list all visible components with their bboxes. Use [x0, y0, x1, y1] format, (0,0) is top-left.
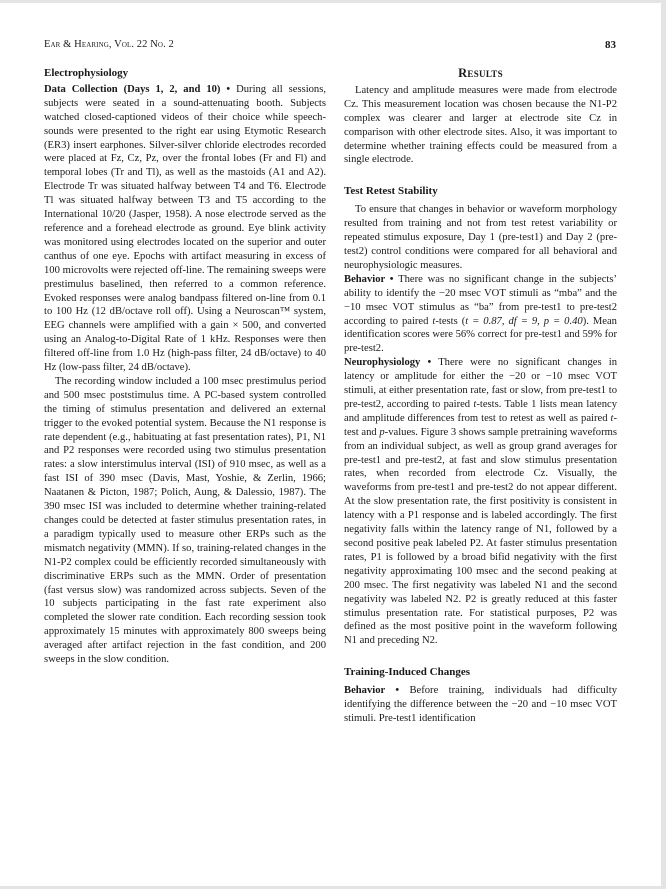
page-number: 83 [605, 39, 616, 51]
right-column [344, 67, 617, 726]
italic-p: p [379, 426, 385, 438]
italic-t: t [432, 315, 436, 327]
statistics: t = 0.87, df = 9, p = 0.40 [465, 315, 583, 327]
run-in-heading-behavior: Behavior • [344, 685, 400, 697]
run-in-heading-data-collection: Data Collection (Days 1, 2, and 10) • [44, 83, 231, 95]
run-in-heading-neurophysiology: Neurophysiology • [344, 357, 432, 369]
text-span: -values. Figure 3 shows sample pretraining waveforms from an individual subject, as well as group grand averages for pre-test1 and pre-test2, at fast and slow stimulus presentation rates, when recorded from electrode Cz. Visually, the waveforms from pre-test1 and pre-test2 do not appear different. At the slow presentation rate, the first positivity is consistent in latency with a P1 response and is labeled accordingly. The first negativity falls within the latency range of N1, followed by a second positive peak labeled P2. At faster stimulus presentation rates, P1 is followed by a broad bifid negativity with the first negativity approximating 100 msec and the second peaking at 200 msec. The first negativity was labeled N1 and the second negativity was labeled N2. P2 is greatly reduced at this faster stimulus presentation rate. For statistical purposes, P2 was defined as the most positive point in the waveform following N1 and preceding N2. [344, 426, 617, 647]
italic-t: t [473, 398, 477, 410]
run-in-heading-behavior: Behavior • [344, 273, 394, 285]
paragraph-behavior-test-retest [344, 273, 617, 356]
text-span: -test and [344, 412, 617, 438]
section-heading-electrophysiology: Electrophysiology [44, 67, 129, 79]
text-span: ). Mean identification scores were 56% correct for pre-test1 and 59% for pre-test2. [344, 315, 617, 355]
paragraph-training-behavior [344, 684, 617, 726]
text-span: -tests. Table 1 lists mean latency and amplitude differences from test to retest as well as paired [344, 398, 618, 424]
subsection-heading-test-retest: Test Retest Stability [344, 185, 438, 198]
paragraph-recording-window: The recording window included a 100 msec prestimulus period and 500 msec poststimulus time. A PC-based system controlled the timing of stimulus presentation and delivered an external trigger to the evoked potential system. Because the N1 response is rate dependent (e.g., habituating at fast presentation rates), P1, N1 and P2 responses were recorded using two stimulus presentation rates: a slow interstimulus interval (ISI) of 910 msec, as well as a fast ISI of 390 msec (Davis, Mast, Yoshie, & Zerlin, 1966; Naatanen & Picton, 1987; Polich, Aung, & Dalessio, 1987). The 390 msec ISI was included to determine whether training-related changes could be detected at faster stimulus presentation rates, in a paradigm typically used to measure other ERPs such as the mismatch negativity (MMN). If so, training-related changes in the N1-P2 complex could be efficiently recorded simultaneously with discriminative ERPs such as the MMN. Order of presentation (fast versus slow) was randomized across subjects. Seven of the 10 subjects participating in the fast rate experiment also completed the slower rate condition. Each recording session took approximately 15 minutes with approximately 800 sweeps being averaged after artifact rejection in the fast condition, and 200 sweeps in the slow condition. [44, 375, 326, 666]
text-span: There was no significant change in the subjects’ ability to identify the −20 msec VOT stimuli as “mba” and the −10 msec VOT stimulus as “ba” from pre-test1 to pre-test2 according to paired [344, 273, 617, 327]
journal-title: Ear & Hearing, Vol. 22 No. 2 [44, 39, 174, 50]
subsection-heading-training: Training-Induced Changes [344, 666, 471, 679]
section-heading-results: Results [458, 66, 503, 80]
italic-t: t [610, 412, 614, 424]
text-span: There were no significant changes in latency or amplitude for either the −20 or −10 msec VOT stimuli, at either presentation rate, fast or slow, from pre-test1 to pre-test2, according to paired [344, 357, 618, 410]
paragraph-data-collection [44, 83, 326, 375]
paragraph-test-retest-intro: To ensure that changes in behavior or waveform morphology resulted from training and not from test retest variability or repeated stimulus exposure, Day 1 (pre-test1) and Day 2 (pre-test2) control conditions were compared for all behavioral and neurophysiologic measures. [344, 204, 617, 271]
text-span: Before training, individuals had difficulty identifying the difference between the −20 and −10 msec VOT stimuli. Pre-test1 identification [344, 685, 617, 724]
paragraph-neurophysiology [344, 356, 617, 648]
document-page [0, 3, 661, 886]
text-span: -tests ( [435, 315, 466, 327]
left-column [44, 67, 326, 667]
paragraph-results-intro: Latency and amplitude measures were made from electrode Cz. This measurement location was chosen because the N1-P2 complex was clearer and larger at electrode site Cz in comparison with other electrode sites. Also, it was important to determine whether training effects could be measured from a single electrode. [344, 84, 617, 166]
paragraph-text: During all sessions, subjects were seated in a sound-attenuating booth. Subjects watched closed-captioned videos of their choice while speech-sounds were presented to the right ear using Etymotic Research (ER3) insert earphones. Silver-silver chloride electrodes recorded were placed at Fz, Cz, Pz, over the frontal lobes (Fr and Fl) and temporal lobes (Tr and Tl), as well as the mastoids (A1 and A2). Electrode Tr was situated halfway between T4 and T6. Electrode Tl was situated halfway between T3 and T5 according to the International 10/20 (Jasper, 1958). A nose electrode served as the reference and a forehead electrode as ground. Eye blink activity was monitored using electrodes located on the superior and outer canthus of one eye. Epochs with artifact measuring in excess of 100 microvolts were rejected off-line. The remaining sweeps were prestimulus baselined, then referred to a common reference. Evoked responses were analog bandpass filtered on-line from 0.1 to 100 Hz (12 dB/octave roll off). Using a Neuroscan™ system, EEG channels were amplified with a gain × 500, and converted using an Analog-to-Digital Rate of 1 kHz. Responses were then filtered off-line from 1.0 Hz (high-pass filter, 24 dB/octave) to 40 Hz (low-pass filter, 24 dB/octave). [44, 83, 326, 374]
running-header [44, 39, 616, 53]
